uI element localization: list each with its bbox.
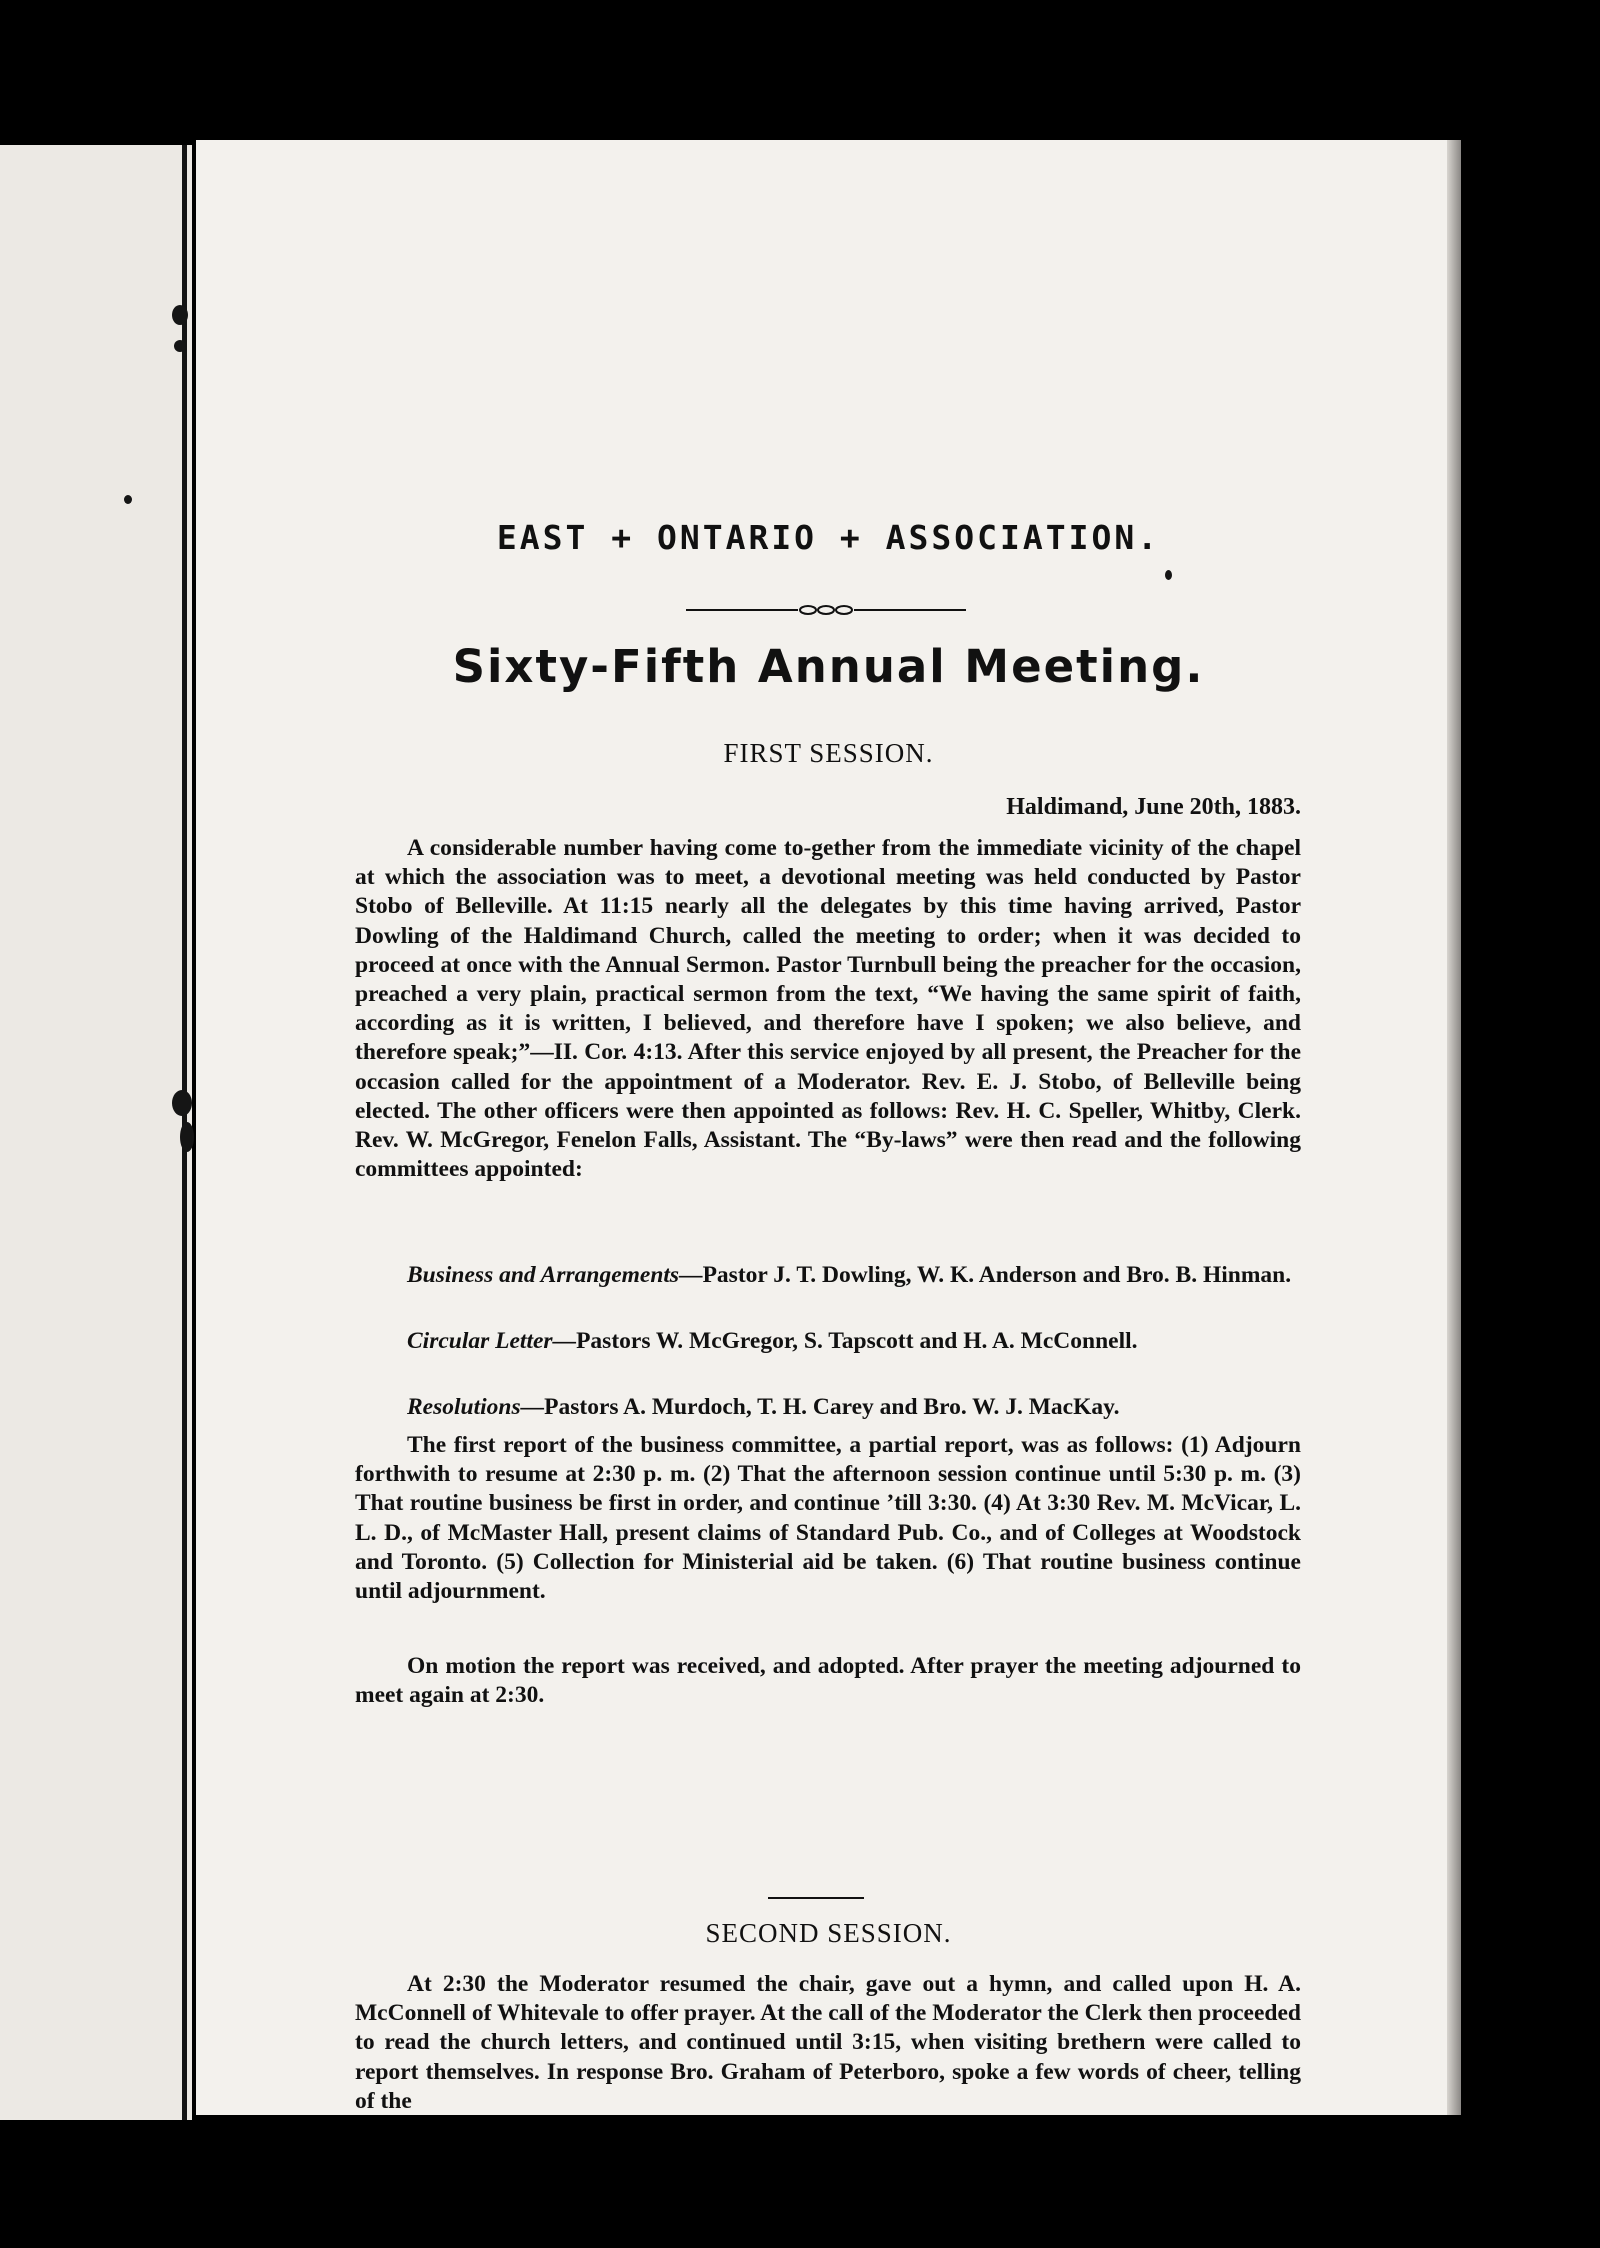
ink-blot — [1165, 570, 1172, 580]
ink-blot — [172, 1090, 192, 1116]
second-session-heading: SECOND SESSION. — [705, 1918, 952, 1948]
committee-members: Pastor J. T. Dowling, W. K. Anderson and Bro. B. Hinman. — [702, 1262, 1292, 1288]
committee-members: Pastors W. McGregor, S. Tapscott and H. A. McConnell. — [576, 1328, 1138, 1354]
committee-members: Pastors A. Murdoch, T. H. Carey and Bro. W. J. MacKay. — [544, 1394, 1120, 1420]
ink-blot — [180, 1122, 194, 1152]
meeting-title: Sixty-Fifth Annual Meeting. — [452, 640, 1205, 693]
first-session-opening-paragraph: A considerable number having come to-gether from the immediate vicinity of the chapel at which the association was to meet, a devotional meeting was held conducted by Pastor Stobo of Belleville. At 11:15 nearly all the delegates by this time having arrived, Pastor Dowling of the Haldimand Church, called the meeting to order; when it was decided to proceed at once with the Annual Sermon. Pastor Turnbull being the preacher for the occasion, preached a very plain, practical sermon from the text, “We having the same spirit of faith, according as it is written, I believed, and therefore have I spoken; we also believe, and therefore speak;”—II. Cor. 4:13. After this service enjoyed by all present, the Preacher for the occasion called for the appointment of a Moderator. Rev. E. J. Stobo, of Belleville being elected. The other officers were then appointed as follows: Rev. H. C. Speller, Whitby, Clerk. Rev. W. McGregor, Fenelon Falls, Assistant. The “By-laws” were then read and the following committees appointed: — [355, 835, 1301, 1183]
second-session-opening-paragraph: At 2:30 the Moderator resumed the chair, gave out a hymn, and called upon H. A. McConnell of Whitevale to offer prayer. At the call of the Moderator the Clerk then proceeded to read the church letters, and continued until 3:15, when visiting brethern were called to report themselves. In response Bro. Graham of Peterboro, spoke a few words of cheer, telling of the — [355, 1971, 1301, 2114]
committee-business-arrangements — [355, 1261, 1301, 1290]
committee-label: Business and Arrangements— — [407, 1262, 703, 1288]
business-committee-report-paragraph: The first report of the business committee, a partial report, was as follows: (1) Adjourn forthwith to resume at 2:30 p. m. (2) That the afternoon session continue until 5:30 p. m. (3) That routine business be first in order, and continue ’till 3:30. (4) At 3:30 Rev. M. McVicar, L. L. D., of McMaster Hall, present claims of Standard Pub. Co., and of Colleges at Woodstock and Toronto. (5) Collection for Ministerial aid be taken. (6) That routine business continue until adjournment. — [355, 1432, 1301, 1605]
association-heading: EAST + ONTARIO + ASSOCIATION. — [496, 518, 1161, 557]
place-date-line: Haldimand, June 20th, 1883. — [1006, 794, 1301, 820]
committee-label: Resolutions— — [407, 1394, 545, 1420]
ink-blot — [174, 340, 186, 352]
section-divider-rule — [768, 1897, 864, 1899]
committee-circular-letter — [355, 1327, 1301, 1356]
ink-blot — [124, 495, 132, 504]
first-session-heading: FIRST SESSION. — [723, 738, 934, 768]
committee-resolutions — [355, 1393, 1301, 1422]
page-edge-shadow — [1447, 140, 1461, 2115]
facing-page-strip — [0, 145, 192, 2120]
committee-label: Circular Letter— — [407, 1328, 577, 1354]
ornament-divider — [686, 602, 966, 618]
ink-blot — [172, 305, 188, 325]
document-page — [196, 140, 1461, 2115]
motion-paragraph: On motion the report was received, and adopted. After prayer the meeting adjourned to meet again at 2:30. — [355, 1653, 1301, 1709]
